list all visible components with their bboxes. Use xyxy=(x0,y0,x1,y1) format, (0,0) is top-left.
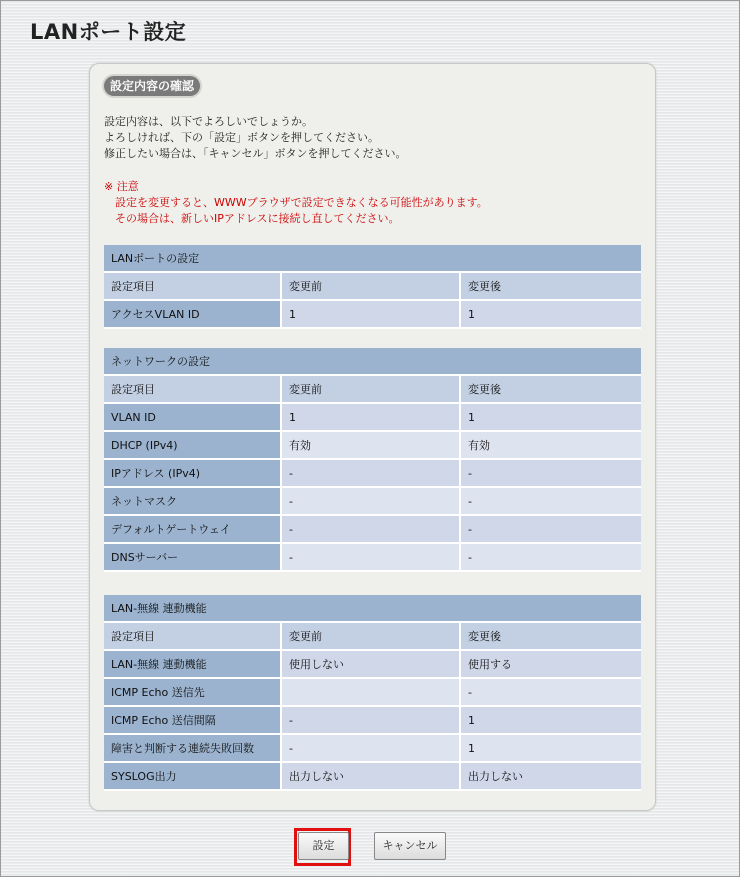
column-header: 変更後 xyxy=(461,273,641,301)
value-after: 出力しない xyxy=(461,763,641,791)
value-after: - xyxy=(461,516,641,544)
table-row xyxy=(104,460,641,488)
row-label: VLAN ID xyxy=(104,404,282,432)
value-after: 1 xyxy=(461,404,641,432)
value-before: 1 xyxy=(282,404,461,432)
row-label: 障害と判断する連続失敗回数 xyxy=(104,735,282,763)
warning-line: 設定を変更すると、WWWブラウザで設定できなくなる可能性があります。 xyxy=(115,196,488,209)
value-before: 有効 xyxy=(282,432,461,460)
intro-line: 設定内容は、以下でよろしいでしょうか。 xyxy=(104,115,313,128)
value-after: 1 xyxy=(461,301,641,329)
value-after: 1 xyxy=(461,735,641,763)
value-after: - xyxy=(461,460,641,488)
confirm-panel xyxy=(89,63,656,811)
warning-title: ※ 注意 xyxy=(104,180,139,193)
warning-line: その場合は、新しいIPアドレスに接続し直してください。 xyxy=(115,212,400,225)
row-label: デフォルトゲートウェイ xyxy=(104,516,282,544)
table-row xyxy=(104,516,641,544)
apply-button[interactable]: 設定 xyxy=(298,832,349,860)
value-before: - xyxy=(282,516,461,544)
value-after: - xyxy=(461,544,641,572)
value-after: 使用する xyxy=(461,651,641,679)
cancel-button[interactable]: キャンセル xyxy=(374,832,446,860)
value-before: - xyxy=(282,460,461,488)
column-header: 変更前 xyxy=(282,273,461,301)
value-before: - xyxy=(282,707,461,735)
value-before: 出力しない xyxy=(282,763,461,791)
table-row xyxy=(104,735,641,763)
column-header: 変更後 xyxy=(461,623,641,651)
value-before: 1 xyxy=(282,301,461,329)
table-row xyxy=(104,404,641,432)
intro-line: よろしければ、下の「設定」ボタンを押してください。 xyxy=(104,131,379,144)
lan-port-table xyxy=(104,245,641,329)
column-header: 設定項目 xyxy=(104,623,282,651)
table-section-title: ネットワークの設定 xyxy=(104,348,641,376)
lan-wireless-table xyxy=(104,595,641,791)
table-row xyxy=(104,707,641,735)
table-row xyxy=(104,432,641,460)
row-label: ICMP Echo 送信間隔 xyxy=(104,707,282,735)
column-header: 変更後 xyxy=(461,376,641,404)
table-row xyxy=(104,488,641,516)
table-row xyxy=(104,544,641,572)
warning-note xyxy=(104,179,488,227)
row-label: DHCP (IPv4) xyxy=(104,432,282,460)
section-badge: 設定内容の確認 xyxy=(104,76,200,96)
network-table xyxy=(104,348,641,572)
column-header: 設定項目 xyxy=(104,376,282,404)
row-label: ネットマスク xyxy=(104,488,282,516)
row-label: IPアドレス (IPv4) xyxy=(104,460,282,488)
value-before: 使用しない xyxy=(282,651,461,679)
row-label: LAN-無線 連動機能 xyxy=(104,651,282,679)
table-section-title: LANポートの設定 xyxy=(104,245,641,273)
value-after: - xyxy=(461,679,641,707)
value-after: 有効 xyxy=(461,432,641,460)
value-before xyxy=(282,679,461,707)
value-before: - xyxy=(282,735,461,763)
column-header: 変更前 xyxy=(282,376,461,404)
intro-text xyxy=(104,114,407,162)
column-header: 変更前 xyxy=(282,623,461,651)
value-after: - xyxy=(461,488,641,516)
row-label: ICMP Echo 送信先 xyxy=(104,679,282,707)
table-row xyxy=(104,651,641,679)
row-label: SYSLOG出力 xyxy=(104,763,282,791)
value-before: - xyxy=(282,544,461,572)
value-after: 1 xyxy=(461,707,641,735)
table-row xyxy=(104,301,641,329)
table-row xyxy=(104,763,641,791)
row-label: アクセスVLAN ID xyxy=(104,301,282,329)
row-label: DNSサーバー xyxy=(104,544,282,572)
value-before: - xyxy=(282,488,461,516)
table-section-title: LAN-無線 連動機能 xyxy=(104,595,641,623)
intro-line: 修正したい場合は、「キャンセル」ボタンを押してください。 xyxy=(104,147,407,160)
table-row xyxy=(104,679,641,707)
column-header: 設定項目 xyxy=(104,273,282,301)
page-title: LANポート設定 xyxy=(30,20,187,44)
